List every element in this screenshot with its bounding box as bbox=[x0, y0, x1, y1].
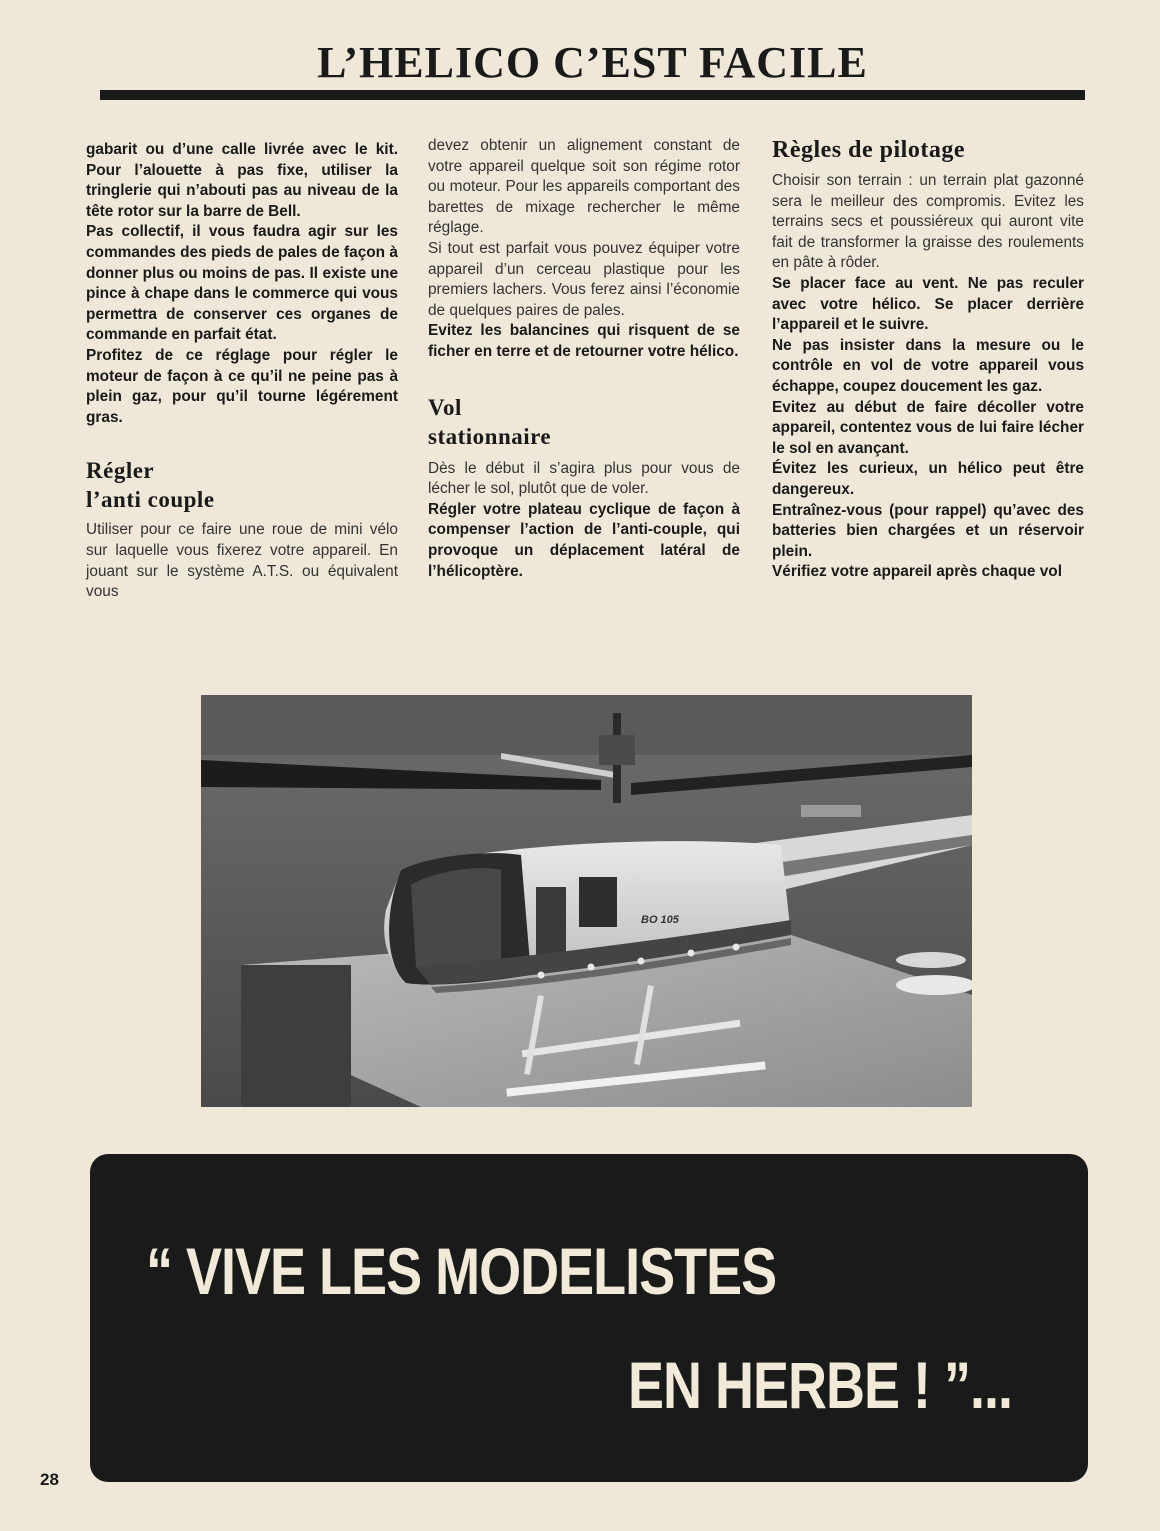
column-2 bbox=[428, 136, 740, 582]
title-rule bbox=[100, 90, 1085, 100]
fuselage-label: BO 105 bbox=[641, 914, 679, 926]
col3-paragraph-7: Vérifiez votre appareil après chaque vol bbox=[772, 563, 1062, 581]
col2-paragraph-3: Evitez les balancines qui risquent de se ficher en terre et de retourner votre hélico. bbox=[428, 322, 740, 360]
page-title: L’HELICO C’EST FACILE bbox=[317, 38, 868, 87]
banner-line-2: EN HERBE ! ”... bbox=[628, 1349, 1013, 1423]
col2-paragraph-1: devez obtenir un alignement constant de votre appareil quelque soit son régime rotor ou moteur. Pour les appareils comportant des barettes de mixage rechercher le même réglage. bbox=[428, 137, 740, 237]
heading-vol-line1: Vol bbox=[428, 394, 462, 420]
col3-paragraph-1: Choisir son terrain : un terrain plat gazonné sera le meilleur des compromis. Evitez les terrains secs et poussiéreux qui auront vite fait de transformer la graisse des roulements en pâte à rôder. bbox=[772, 172, 1084, 272]
page-number: 28 bbox=[40, 1470, 59, 1489]
col3-paragraph-6: Entraînez-vous (pour rappel) qu’avec des batteries bien chargées et un réservoir plein. bbox=[772, 501, 1084, 560]
col1-paragraph-4: Utiliser pour ce faire une roue de mini vélo sur laquelle vous fixerez votre appareil. En jouant sur le système A.T.S. ou équivalent vous bbox=[86, 521, 398, 601]
col1-paragraph-1: gabarit ou d’une calle livrée avec le kit. Pour l’alouette à pas fixe, utiliser la tringlerie qui n’abouti pas au niveau de la tête rotor sur la barre de Bell. bbox=[86, 141, 398, 220]
col3-paragraph-3: Ne pas insister dans la mesure ou le contrôle en vol de votre appareil vous échappe, coupez doucement les gaz. bbox=[772, 336, 1084, 395]
helicopter-illustration bbox=[201, 695, 972, 1107]
column-3 bbox=[772, 136, 1084, 583]
heading-regler-line2: l’anti couple bbox=[86, 487, 215, 513]
col1-paragraph-2: Pas collectif, il vous faudra agir sur les commandes des pieds de pales de façon à donner plus ou moins de pas. Il existe une pince à chape dans le commerce qui vous permettra de conserver ces organes de commande en parfait état. bbox=[86, 223, 398, 344]
col1-paragraph-3: Profitez de ce réglage pour régler le moteur de façon à ce qu’il ne peine pas à plein gaz, pour qu’il tourne légérement gras. bbox=[86, 346, 398, 426]
column-1 bbox=[86, 140, 398, 603]
col3-paragraph-5: Évitez les curieux, un hélico peut être dangereux. bbox=[772, 460, 1084, 498]
heading-regles: Règles de pilotage bbox=[772, 137, 965, 163]
col2-paragraph-5: Régler votre plateau cyclique de façon à compenser l’action de l’anti-couple, qui provoque un déplacement latéral de l’hélicoptère. bbox=[428, 500, 740, 580]
helicopter-photo bbox=[201, 695, 972, 1107]
slogan-banner bbox=[90, 1154, 1088, 1482]
col3-paragraph-4: Evitez au début de faire décoller votre appareil, contentez vous de lui faire lécher le sol en avançant. bbox=[772, 398, 1084, 457]
col3-paragraph-2: Se placer face au vent. Ne pas reculer avec votre hélico. Se placer derrière l’appareil et le suivre. bbox=[772, 274, 1084, 334]
banner-line-1: “ VIVE LES MODELISTES bbox=[146, 1235, 777, 1309]
heading-regler-line1: Régler bbox=[86, 458, 155, 484]
col2-paragraph-4: Dès le début il s’agira plus pour vous de lécher le sol, plutôt que de voler. bbox=[428, 459, 740, 498]
col2-paragraph-2: Si tout est parfait vous pouvez équiper votre appareil d’un cerceau plastique pour les premiers lachers. Vous ferez ainsi l’économie de quelques paires de pales. bbox=[428, 239, 740, 319]
heading-vol-line2: stationnaire bbox=[428, 423, 552, 449]
